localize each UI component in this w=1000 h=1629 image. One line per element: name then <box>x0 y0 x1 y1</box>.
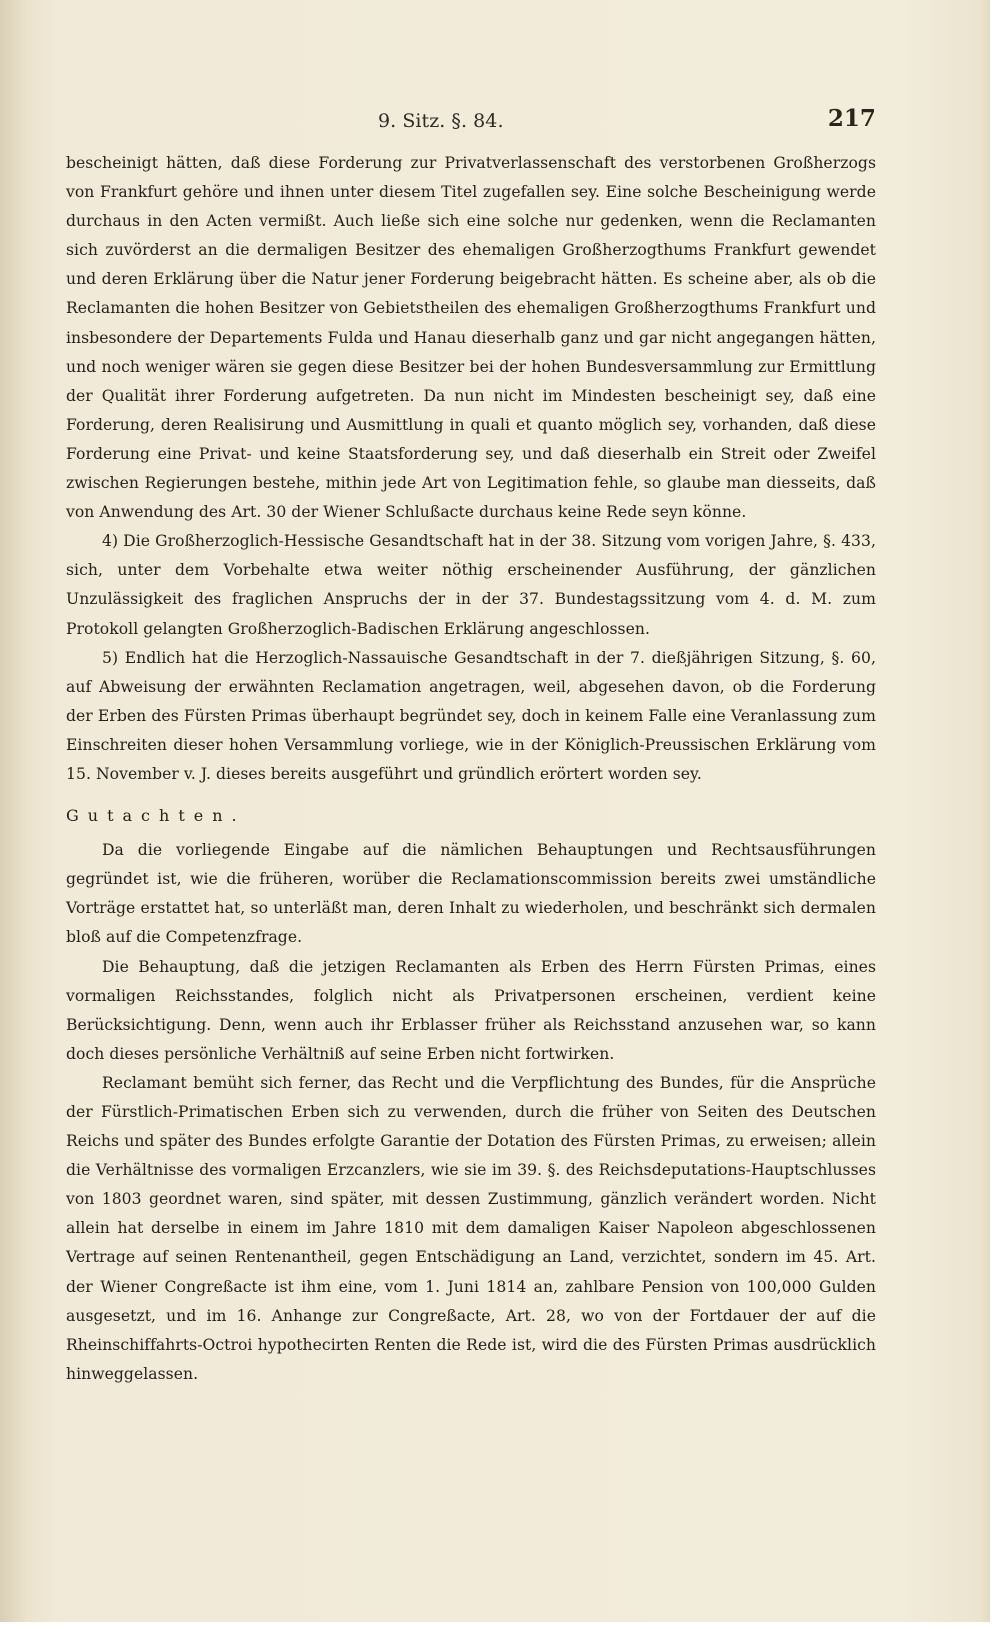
page-number: 217 <box>827 105 876 132</box>
paragraph-gutachten-2: Die Behauptung, daß die jetzigen Reclamanten als Erben des Herrn Fürsten Primas, eines vormaligen Reichsstandes, folglich nicht als Privatpersonen erscheinen, verdient keine Berücksichtigung. Denn, wenn auch ihr Erblasser früher als Reichsstand anzusehen war, so kann doch dieses persönliche Verhältniß auf seine Erben nicht fortwirken. <box>66 957 876 1063</box>
paragraph-gutachten-1: Da die vorliegende Eingabe auf die nämlichen Behauptungen und Rechtsausführungen gegründet ist, wie die früheren, worüber die Reclamationscommission bereits zwei umständliche Vorträge erstattet hat, so unterläßt man, deren Inhalt zu wiederholen, und beschränkt sich dermalen bloß auf die Competenzfrage. <box>66 841 876 947</box>
page-header <box>66 104 876 144</box>
running-head: 9. Sitz. §. 84. <box>378 110 504 132</box>
paragraph-gutachten-3: Reclamant bemüht sich ferner, das Recht und die Verpflichtung des Bundes, für die Ansprüche der Fürstlich-Primatischen Erben sich zu verwenden, durch die früher von Seiten des Deutschen Reichs und später des Bundes erfolgte Garantie der Dotation des Fürsten Primas, zu erweisen; allein die Verhältnisse des vormaligen Erzcanzlers, wie sie im 39. §. des Reichsdeputations-Hauptschlusses von 1803 geordnet waren, sind später, mit dessen Zustimmung, gänzlich verändert worden. Nicht allein hat derselbe in einem im Jahre 1810 mit dem damaligen Kaiser Napoleon abgeschlossenen Vertrage auf seinen Rentenantheil, gegen Entschädigung an Land, verzichtet, sondern im 45. Art. der Wiener Congreßacte ist ihm eine, vom 1. Juni 1814 an, zahlbare Pension von 100,000 Gulden ausgesetzt, und im 16. Anhange zur Congreßacte, Art. 28, wo von der Fortdauer der auf die Rheinschiffahrts-Octroi hypothecirten Renten die Rede ist, wird die des Fürsten Primas ausdrücklich hinweggelassen. <box>66 1073 876 1383</box>
section-heading-gutachten: Gutachten. <box>66 806 246 826</box>
paragraph-item-5: 5) Endlich hat die Herzoglich-Nassauische Gesandtschaft in der 7. dießjährigen Sitzung, §. 60, auf Abweisung der erwähnten Reclamation angetragen, weil, abgesehen davon, ob die Forderung der Erben des Fürsten Primas überhaupt begründet sey, doch in keinem Falle eine Veranlassung zum Einschreiten dieser hohen Versammlung vorliege, wie in der Königlich-Preussischen Erklärung vom 15. November v. J. dieses bereits ausgeführt und gründlich erörtert worden sey. <box>66 648 876 783</box>
paragraph-item-4: 4) Die Großherzoglich-Hessische Gesandtschaft hat in der 38. Sitzung vom vorigen Jahre, §. 433, sich, unter dem Vorbehalte etwa weiter nöthig erscheinender Ausführung, der gänzlichen Unzulässigkeit des fraglichen Anspruchs der in der 37. Bundestagssitzung vom 4. d. M. zum Protokoll gelangten Großherzoglich-Badischen Erklärung angeschlossen. <box>66 532 876 638</box>
page-body <box>66 149 876 1389</box>
paragraph-continuation: bescheinigt hätten, daß diese Forderung zur Privatverlassenschaft des verstorbenen Großherzogs von Frankfurt gehöre und ihnen unter diesem Titel zugefallen sey. Eine solche Bescheinigung werde durchaus in den Acten vermißt. Auch ließe sich eine solche nur gedenken, wenn die Reclamanten sich zuvörderst an die dermaligen Besitzer des ehemaligen Großherzogthums Frankfurt gewendet und deren Erklärung über die Natur jener Forderung beigebracht hätten. Es scheine aber, als ob die Reclamanten die hohen Besitzer von Gebietstheilen des ehemaligen Großherzogthums Frankfurt und insbesondere der Departements Fulda und Hanau dieserhalb ganz und gar nicht angegangen hätten, und noch weniger wären sie gegen diese Besitzer bei der hohen Bundesversammlung zur Ermittlung der Qualität ihrer Forderung aufgetreten. Da nun nicht im Mindesten bescheinigt sey, daß eine Forderung, deren Realisirung und Ausmittlung in quali et quanto möglich sey, vorhanden, daß diese Forderung eine Privat- und keine Staatsforderung sey, und daß dieserhalb ein Streit oder Zweifel zwischen Regierungen bestehe, mithin jede Art von Legitimation fehle, so glaube man diesseits, daß von Anwendung des Art. 30 der Wiener Schlußacte durchaus keine Rede seyn könne. <box>66 154 876 522</box>
